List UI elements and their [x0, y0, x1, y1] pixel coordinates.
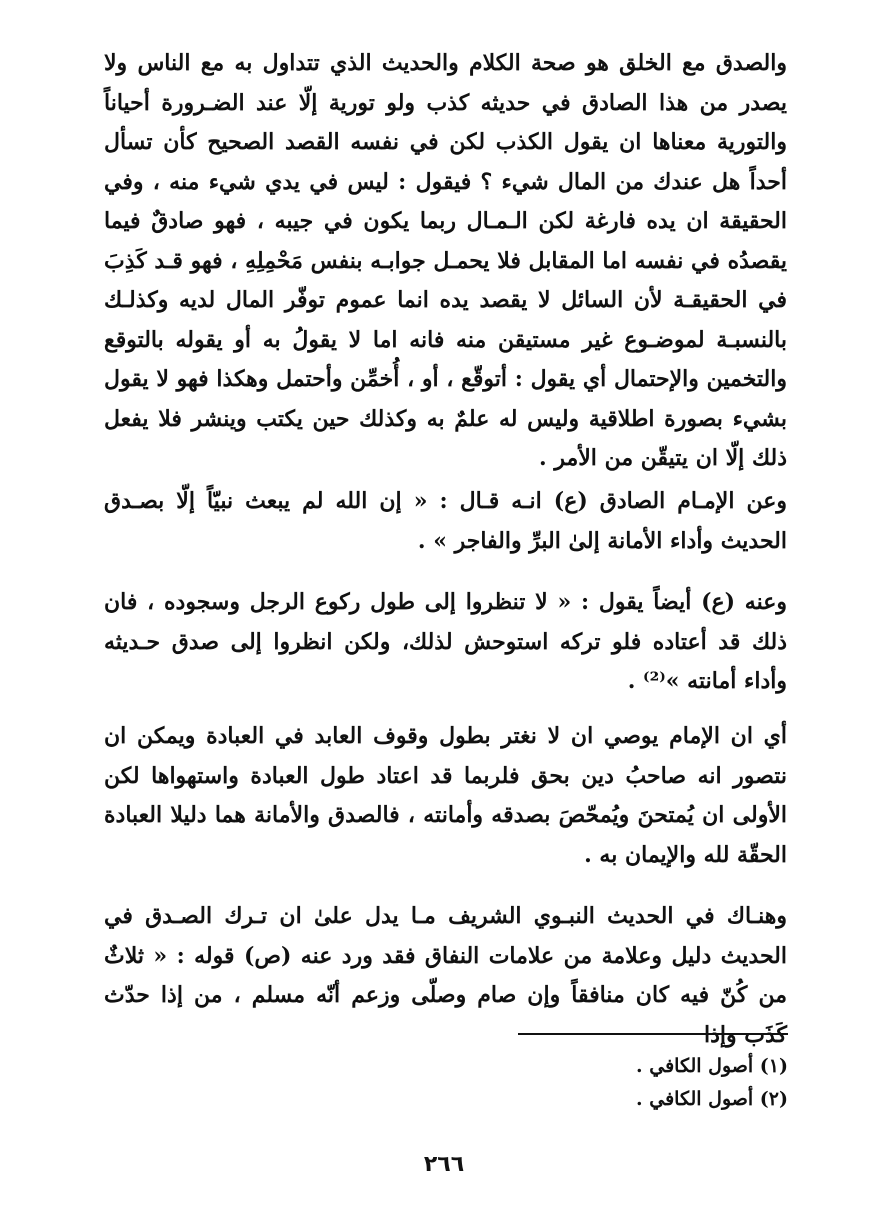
paragraph-text: أي ان الإمام يوصي ان لا نغتر بطول وقوف العابد في العبادة ويمكن ان نتصور انه صاحبُ دين بحق فلربما قد اعتاد طول العبادة واستهواها لكن الأولى ان يُمتحنَ ويُمحّصَ بصدقه وأمانته ، فالصدق والأمانة هما دليلا العبادة الحقّة لله والإيمان به .: [104, 723, 787, 868]
footnote-divider: [518, 1033, 788, 1035]
paragraph-imam-sadiq-quote: [104, 482, 787, 561]
page-number: ٢٦٦: [423, 1152, 465, 1177]
footnote-1: (١) أصول الكافي .: [636, 1055, 788, 1077]
paragraph-explanation: [104, 717, 787, 875]
paragraph-truthfulness-definition: [104, 44, 787, 479]
paragraph-text: وعن الإمـام الصادق (ع) انـه قـال : « إن الله لم يبعث نبيّاً إلّا بصـدق الحديث وأداء الأمانة إلىٰ البرِّ والفاجر » .: [104, 488, 787, 554]
footnotes: [430, 1050, 788, 1116]
paragraph-text: والصدق مع الخلق هو صحة الكلام والحديث الذي تتداول به مع الناس ولا يصدر من هذا الصادق في حديثه كذب ولو تورية إلّا عند الضـرورة أحياناً والتورية معناها ان يقول الكذب لكن في نفسه القصد الصحيح كأن تسأل أحداً هل عندك من المال شيء ؟ فيقول : ليس في يدي شيء منه ، وفي الحقيقة ان يده فارغة لكن الـمـال ربما يكون في جيبه ، فهو صادقٌ فيما يقصدُه في نفسه اما المقابل فلا يحمـل جوابـه بنفس مَحْمِلِهِ ، فهو قـد كَذِبَ في الحقيقـة لأن السائل لا يقصد يده انما عموم توفّر المال لديه وكذلـك بالنسبـة لموضـوع غير مستيقن منه فانه اما لا يقولُ به أو يقوله بالتوقع والتخمين والإحتمال أي يقول : أتوقّع ، أو ، أُخمِّن وأحتمل وهكذا فهو لا يقول بشيء بصورة اطلاقية وليس له علمٌ به وكذلك حين يكتب وينشر فلا يفعل ذلك إلّا ان يتيقّن من الأمر .: [104, 50, 787, 471]
paragraph-text: وهنـاك في الحديث النبـوي الشريف مـا يدل علىٰ ان تـرك الصـدق في الحديث دليل وعلامة من علامات النفاق فقد ورد عنه (ص) قوله : « ثلاثٌ من كُنّ فيه كان منافقاً وإن صام وصلّى وزعم أنّه مسلم ، من إذا حدّث كَذَب وإذا: [104, 903, 787, 1048]
paragraph-prophetic-hadith: [104, 897, 787, 1055]
paragraph-second-quote: [104, 583, 787, 702]
footnote-2: (٢) أصول الكافي .: [636, 1088, 788, 1110]
paragraph-text: وعنه (ع) أيضاً يقول : « لا تنظروا إلى طول ركوع الرجل وسجوده ، فان ذلك قد أعتاده فلو تركه استوحش لذلك، ولكن انظروا إلى صدق حـديثه وأداء أمانته »⁽²⁾ .: [104, 589, 787, 694]
